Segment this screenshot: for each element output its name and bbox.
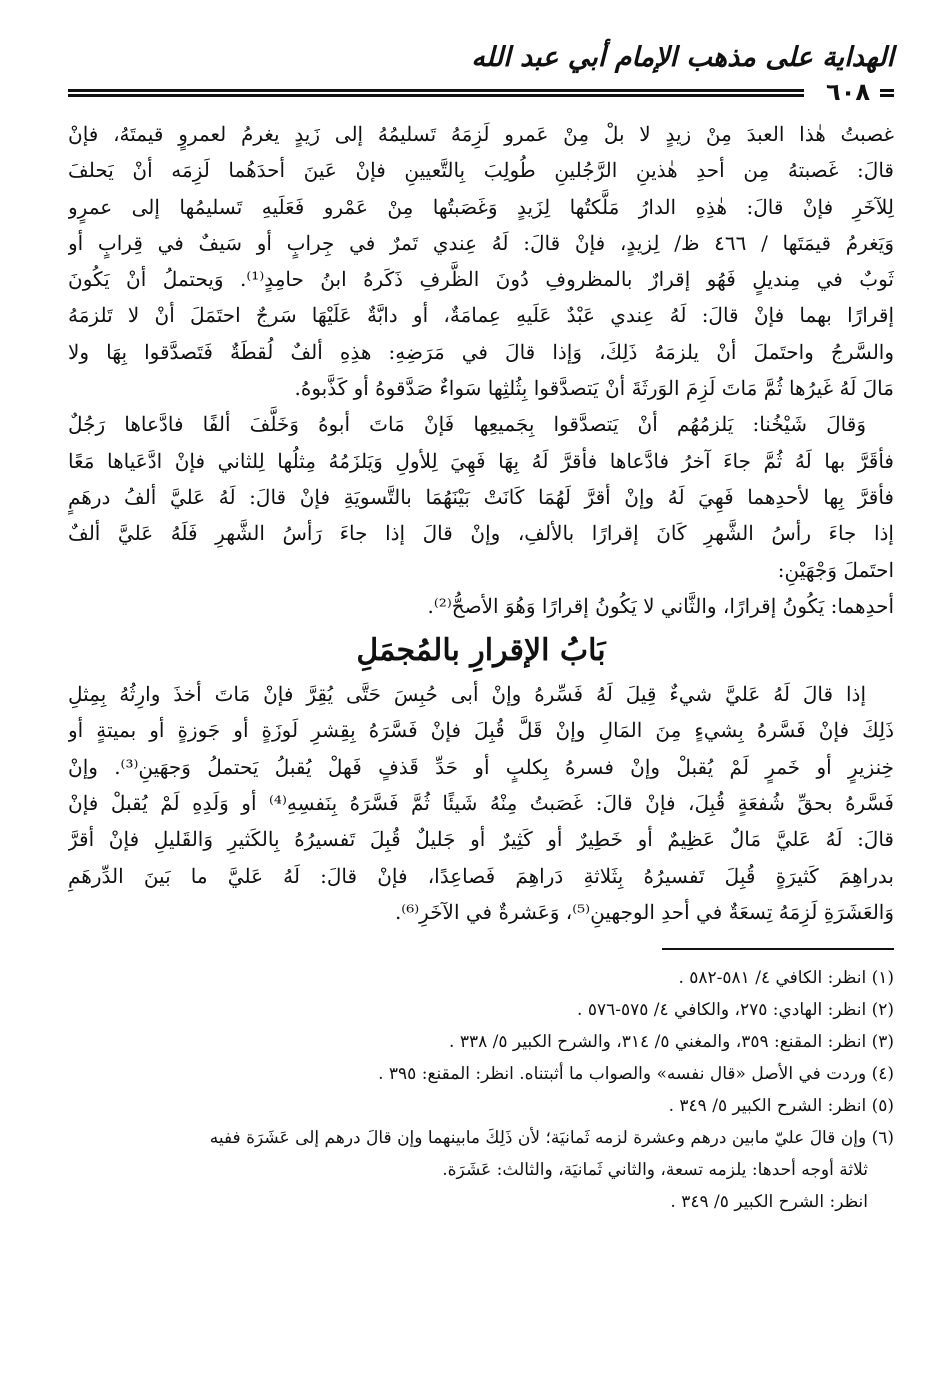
text-line: فأقَرَّ بها لَهُ ثُمَّ جاءَ آخرُ فادَّعاها فأقرَّ لَهُ بِهَا فَهِيَ لِلأولِ وَيَلزَمُهُ مِثلُها لِلثاني فإنْ ادَّعَياها مَعًا xyxy=(68,448,894,473)
header-rule xyxy=(68,78,894,106)
text-line: وَيَغرمُ قيمَتَها / ٤٦٦ ظ/ لِزيدٍ، فإنْ قالَ: لَهُ عِندي تَمرٌ في جِرابٍ أو سَيفٌ في قِرابٍ أو xyxy=(68,230,894,255)
text-line: وَقالَ شَيْخُنا: يَلزمُهُم أنْ يَتصدَّقوا بِجَميعِها فَإنْ مَاتَ أبوهُ وَخَلَّفَ ألفًا فادَّعاها رَجُلٌ xyxy=(68,412,866,437)
text-line: إذا قالَ لَهُ عَليَّ شيءٌ قِيلَ لَهُ فَسِّرهُ وإنْ أبى حُبِسَ حَتَّى يُقِرَّ فإنْ مَاتَ أخذَ وارِثُهُ بِمِثلِ xyxy=(68,682,866,707)
running-title: الهداية على مذهب الإمام أبي عبد الله xyxy=(471,42,894,73)
text-line: مَالَ لَهُ غَيرُها ثُمَّ مَاتَ لَزِمَ الوَرثَةَ أنْ يَتصدَّقوا بِثُلثِها سَواءٌ صَدَّقوهُ أو كَذَّبوهُ. xyxy=(294,376,894,401)
header-rule-short xyxy=(880,89,894,97)
text-line: غصبتُ هٰذا العبدَ مِنْ زيدٍ لا بلْ مِنْ عَمرو لَزِمَهُ تَسليمُهُ إلى زَيدٍ يغرمُ لعمروٍ قيمتَهُ، فإنْ xyxy=(68,122,894,146)
book-page xyxy=(68,38,894,1358)
text-line: فَسَّرهُ بحقِّ شُفعَةٍ قُبِلَ، فإنْ قالَ: غَصَبتُ مِنْهُ شَيئًا ثُمَّ فَسَّرَهُ بِنَفسِهِ⁽⁴⁾ أو وَلَدِهِ لَمْ يُقبلْ فإنْ xyxy=(68,791,894,816)
footnote-6-continued: ثلاثة أوجه أحدها: يلزمه تسعة، والثاني ثَمانيَة، والثالث: عَشَرَة. xyxy=(442,1160,868,1181)
footnote-divider xyxy=(662,948,894,950)
running-head xyxy=(68,38,894,82)
text-line: وَالعَشَرَةِ لَزِمَهُ تِسعَةٌ في أحدِ الوجهينِ⁽⁵⁾، وَعَشرةٌ في الآخَرِ⁽⁶⁾. xyxy=(394,899,894,924)
text-line: قالَ: لَهُ عَليَّ مَالٌ عَظِيمٌ أو خَطِيرٌ أو كَثِيرٌ أو جَليلٌ قُبِلَ تَفسيرُهُ بِالكَثيرِ وَالقَليلِ فإنْ أقرَّ xyxy=(68,827,894,852)
paragraph-1 xyxy=(68,116,894,406)
text-line: لِلآخَرِ فإنْ قالَ: هٰذِهِ الدارُ مَلَّكتُها لِزَيدٍ وَغَصَبتُها مِنْ عَمْرو فَعَلَيهِ تَسليمُها إلى عمرٍو xyxy=(68,194,894,219)
text-line: قالَ: غَصبتهُ مِن أحدِ هٰذينِ الرَّجُلينِ طُولِبَ بِالتَّعيينِ فإنْ عَينَ أحدَهُما لَزِمَه أنْ يَحلفَ xyxy=(68,158,894,183)
text-line: إقرارًا بهما فإنْ قالَ: لَهُ عِندي عَبْدٌ عَلَيهِ عِمامَةٌ، أو دابَّةٌ عَلَيْهَا سَرجٌ احتَمَلَ أنْ لا تَلزمَهُ xyxy=(68,303,894,328)
footnotes xyxy=(68,962,894,1218)
text-line: أحدِهما: يَكُونُ إقرارًا، والثَّاني لا يَكُونُ إقرارًا وَهُوَ الأصحُّ⁽²⁾. xyxy=(427,593,894,618)
header-rule-long xyxy=(68,89,804,97)
footnote-2: (٢) انظر: الهادي: ٢٧٥، والكافي ٤/ ٥٧٥-٥٧٦ . xyxy=(577,1000,894,1021)
body-text xyxy=(68,116,894,930)
paragraph-3 xyxy=(68,676,894,930)
text-line: ثَوبٌ في مِنديلٍ فَهُو إقرارٌ بالمظروفِ دُونَ الظَّرفِ ذَكَرهُ ابنُ حامِدٍ⁽¹⁾. وَيحتملُ أنْ يَكُونَ xyxy=(68,267,894,292)
text-line: احتَملَ وَجْهَيْنِ: xyxy=(777,557,894,582)
text-line: فأقرَّ بِها لأحدِهما فَهِيَ لَهُ وإنْ أقرَّ لَهُمَا كَانَتْ بَيْنَهُمَا بالتَّسويَةِ فإنْ قالَ: لَهُ عَليَّ ألفُ درهَمٍ xyxy=(68,484,894,509)
footnote-6: (٦) وإن قالَ عليّ مابين درهم وعشرة لزمه ثَمانيَة؛ لأن ذَلِكَ مابينهما وإن قالَ درهم إلى عَشَرَة ففيه xyxy=(209,1128,894,1149)
footnote-6-reference: انظر: الشرح الكبير ٥/ ٣٤٩ . xyxy=(670,1192,868,1213)
footnote-4: (٤) وردت في الأصل «قال نفسه» والصواب ما أثبتناه. انظر: المقنع: ٣٩٥ . xyxy=(378,1064,894,1085)
text-line: ذَلِكَ فإنْ فَسَّرهُ بِشيءٍ مِنَ المَالِ وإنْ قَلَّ قُبِلَ فإنْ فَسَّرَهُ بِقِشرِ لَوزَةٍ أو جَوزةٍ أو بميتةٍ أو xyxy=(68,718,894,743)
footnote-3: (٣) انظر: المقنع: ٣٥٩، والمغني ٥/ ٣١٤، والشرح الكبير ٥/ ٣٣٨ . xyxy=(449,1032,894,1053)
text-line: والسَّرجُ واحتَملَ أنْ يلزمَهُ ذَلِكَ، وَإذا قالَ في مَرَضِهِ: هذِهِ ألفٌ لُقطَةٌ فَتَصدَّقوا بِهَا ولا xyxy=(68,339,894,364)
text-line: خِنزيرٍ أو خَمرٍ لَمْ يُقبلْ وإنْ فسرهُ بِكلبٍ أو حَدِّ قَذفٍ فَهلْ يُقبلُ يَحتملُ وَجهَينِ⁽³⁾. وإنْ xyxy=(68,754,894,779)
text-line: بدراهِمَ كَثيرَةٍ قُبِلَ تَفسيرُهُ بِثَلاثةِ دَراهِمَ فَصاعِدًا، فإنْ قالَ: لَهُ عَليَّ ما بَينَ الدِّرهَمِ xyxy=(68,863,894,888)
paragraph-2 xyxy=(68,406,894,624)
page-number: ٦٠٨ xyxy=(822,78,874,106)
section-heading: بَابُ الإقرارِ بالمُجمَلِ xyxy=(356,633,606,669)
footnote-1: (١) انظر: الكافي ٤/ ٥٨١-٥٨٢ . xyxy=(678,968,894,989)
text-line: إذا جاءَ رأسُ الشَّهرِ كَانَ إقرارًا بالألفِ، وإنْ قالَ إذا جاءَ رَأسُ الشَّهرِ فَلَهُ عَليَّ ألفٌ xyxy=(68,521,894,546)
footnote-5: (٥) انظر: الشرح الكبير ٥/ ٣٤٩ . xyxy=(668,1096,894,1117)
